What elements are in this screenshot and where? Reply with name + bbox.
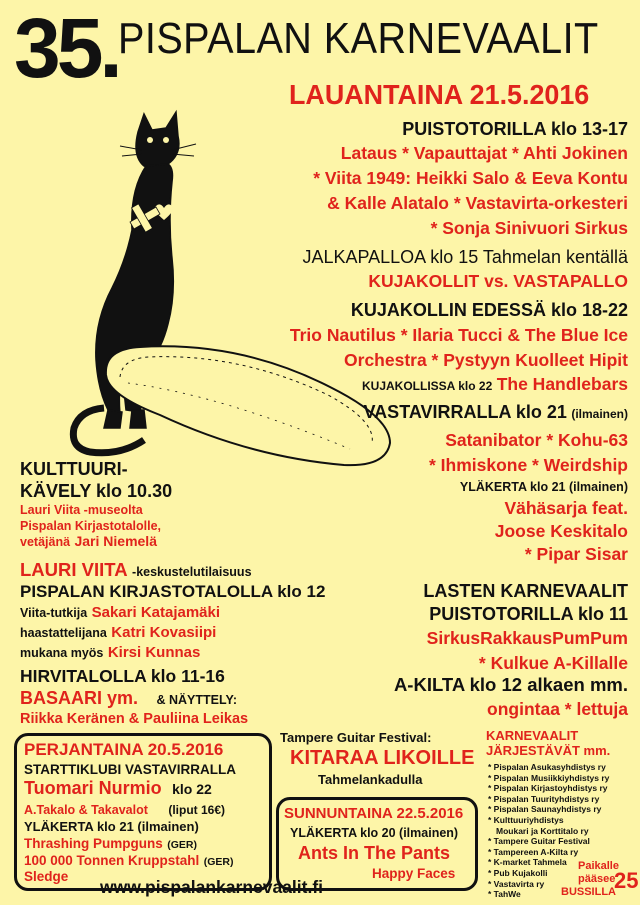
friday-upstairs: YLÄKERTA klo 21 (ilmainen) xyxy=(24,819,199,834)
edition-number: 35. xyxy=(14,1,119,95)
friday-support: A.Takalo & Takavalot xyxy=(24,803,148,817)
bus-number: 25 xyxy=(614,868,639,893)
kulttuuri-heading-2: KÄVELY klo 10.30 xyxy=(20,481,173,501)
friday-band-row xyxy=(24,868,68,886)
kujakolli-line: Orchestra * Pystyyn Kuolleet Hipit xyxy=(344,350,628,370)
lauri-viita-person: Kirsi Kunnas xyxy=(107,644,201,661)
friday-venue: STARTTIKLUBI VASTAVIRRALLA xyxy=(24,762,236,777)
kulttuuri-guide: Jari Niemelä xyxy=(74,533,157,549)
organizer-item: * Pispalan Kirjastoyhdistys ry xyxy=(488,783,608,794)
puistotori-heading: PUISTOTORILLA klo 13-17 xyxy=(402,119,628,139)
organizer-item: * TahWe xyxy=(488,889,521,900)
poster-title: PISPALAN KARNEVAALIT xyxy=(118,14,599,63)
kujakolli-inside-band: The Handlebars xyxy=(496,374,628,394)
bus-line-3: BUSSILLA xyxy=(561,886,616,898)
lasten-line: SirkusRakkausPumPum xyxy=(426,628,628,648)
vastavirta-line: * Ihmiskone * Weirdship xyxy=(428,455,628,475)
puistotori-line: Lataus * Vapauttajat * Ahti Jokinen xyxy=(340,143,628,163)
organizer-item: * Pub Kujakolli xyxy=(488,867,548,878)
puistotori-line: & Kalle Alatalo * Vastavirta-orkesteri xyxy=(327,193,628,213)
lauri-viita-row-2 xyxy=(20,624,216,642)
lauri-viita-row xyxy=(20,559,252,581)
lauri-viita-role: mukana myös xyxy=(20,646,104,660)
football-match: KUJAKOLLIT vs. VASTAPALLO xyxy=(368,271,628,291)
lauri-viita-role: Viita-tutkija xyxy=(20,606,88,620)
organizer-item: * Tampereen A-Kilta ry xyxy=(488,846,579,857)
kujakolli-inside-label: KUJAKOLLISSA klo 22 xyxy=(362,379,493,393)
lauri-viita-person: Katri Kovasiipi xyxy=(111,624,217,641)
lauri-viita-name: LAURI VIITA xyxy=(20,559,128,580)
organizer-item: * Kulttuuriyhdistys xyxy=(488,814,564,825)
kulttuuri-guide-row xyxy=(20,533,157,551)
organizer-item: * Tampere Guitar Festival xyxy=(488,836,590,847)
vastavirta-heading: VASTAVIRRALLA klo 21 xyxy=(363,402,567,422)
website-link[interactable]: www.pispalankarnevaalit.fi xyxy=(100,877,324,897)
hirvitalo-heading: HIRVITALOLLA klo 11-16 xyxy=(20,666,225,686)
lasten-heading: LASTEN KARNEVAALIT xyxy=(423,581,628,601)
organizer-item: * Pispalan Saunayhdistys ry xyxy=(488,804,602,815)
lauri-viita-person: Sakari Katajamäki xyxy=(91,604,221,621)
akilta-heading: A-KILTA klo 12 alkaen mm. xyxy=(393,674,628,695)
exhibition: & NÄYTTELY: xyxy=(156,693,238,707)
exhibition-artists: Riikka Keränen & Pauliina Leikas xyxy=(20,711,249,727)
organizer-item: Moukari ja Korttitalo ry xyxy=(496,825,589,836)
puistotori-line: * Viita 1949: Heikki Salo & Eeva Kontu xyxy=(313,168,628,188)
organizer-item: * K-market Tahmela xyxy=(488,857,567,868)
sunday-band: Ants In The Pants xyxy=(298,843,451,863)
lauri-viita-row-3 xyxy=(20,644,200,662)
sunday-band-2: Happy Faces xyxy=(372,866,456,881)
vastavirta-upstairs: YLÄKERTA klo 21 (ilmainen) xyxy=(459,480,628,494)
vastavirta-line: Satanibator * Kohu-63 xyxy=(445,430,628,450)
friday-support-row xyxy=(24,801,225,819)
lauri-viita-suffix: -keskustelutilaisuus xyxy=(132,565,252,579)
friday-band: 100 000 Tonnen Kruppstahl xyxy=(24,853,200,868)
vastavirta-upstairs-line: * Pipar Sisar xyxy=(524,544,628,564)
sunday-date: SUNNUNTAINA 22.5.2016 xyxy=(284,805,464,822)
organizers-heading-2: JÄRJESTÄVÄT mm. xyxy=(486,743,611,758)
friday-band: Sledge xyxy=(24,869,69,884)
puistotori-line: * Sonja Sinivuori Sirkus xyxy=(430,218,628,238)
vastavirta-upstairs-line: Vähäsarja feat. xyxy=(504,498,628,518)
kulttuuri-line: Lauri Viita -museolta xyxy=(20,503,143,517)
friday-headliner-time: klo 22 xyxy=(172,781,212,797)
lauri-viita-row-1 xyxy=(20,604,220,622)
organizers-heading: KARNEVAALIT xyxy=(486,728,579,743)
friday-price: (liput 16€) xyxy=(168,803,226,817)
kulttuuri-guide-label: vetäjänä xyxy=(20,535,71,549)
lasten-line: * Kulkue A-Killalle xyxy=(478,653,628,673)
bus-line-2: pääsee xyxy=(578,873,616,885)
kujakolli-heading: KUJAKOLLIN EDESSÄ klo 18-22 xyxy=(350,300,628,320)
hirvitalo-row xyxy=(20,688,237,709)
kulttuuri-line: Pispalan Kirjastotalolle, xyxy=(20,519,162,533)
organizer-item: * Pispalan Tuurityhdistys ry xyxy=(488,793,600,804)
friday-headliner-row xyxy=(24,778,212,799)
friday-date: PERJANTAINA 20.5.2016 xyxy=(24,740,224,759)
lauri-viita-venue: PISPALAN KIRJASTOTALOLLA klo 12 xyxy=(20,582,326,601)
jalkapallo-heading: JALKAPALLOA klo 15 Tahmelan kentällä xyxy=(302,247,628,267)
kulttuuri-heading: KULTTUURI- xyxy=(20,459,128,479)
bus-line-1: Paikalle xyxy=(578,860,619,872)
sunday-upstairs: YLÄKERTA klo 20 (ilmainen) xyxy=(290,826,459,840)
friday-band: Thrashing Pumpguns xyxy=(24,836,163,851)
friday-band-country: (GER) xyxy=(203,856,234,868)
organizer-item: * Pispalan Asukasyhdistys ry xyxy=(488,762,606,772)
vastavirta-heading-row xyxy=(364,402,628,423)
kujakolli-inside-row xyxy=(362,374,628,395)
saturday-date: LAUANTAINA 21.5.2016 xyxy=(289,79,590,110)
friday-headliner: Tuomari Nurmio xyxy=(24,778,162,798)
friday-band-row xyxy=(24,835,197,853)
akilta-line: ongintaa * lettuja xyxy=(487,699,628,719)
guitar-title: KITARAA LIKOILLE xyxy=(290,747,475,769)
bazaar: BASAARI ym. xyxy=(20,688,139,708)
guitar-place: Tahmelankadulla xyxy=(318,772,423,787)
organizer-item: * Pispalan Musiikkiyhdistys ry xyxy=(488,772,610,783)
lasten-venue: PUISTOTORILLA klo 11 xyxy=(429,604,628,624)
vastavirta-upstairs-line: Joose Keskitalo xyxy=(494,521,628,541)
guitar-heading: Tampere Guitar Festival: xyxy=(280,730,432,745)
kujakolli-line: Trio Nautilus * Ilaria Tucci & The Blue Ice xyxy=(289,325,628,345)
organizer-item: * Vastavirta ry xyxy=(488,878,545,889)
vastavirta-note: (ilmainen) xyxy=(571,407,628,421)
friday-band-country: (GER) xyxy=(167,839,197,851)
lauri-viita-role: haastattelijana xyxy=(20,626,107,640)
